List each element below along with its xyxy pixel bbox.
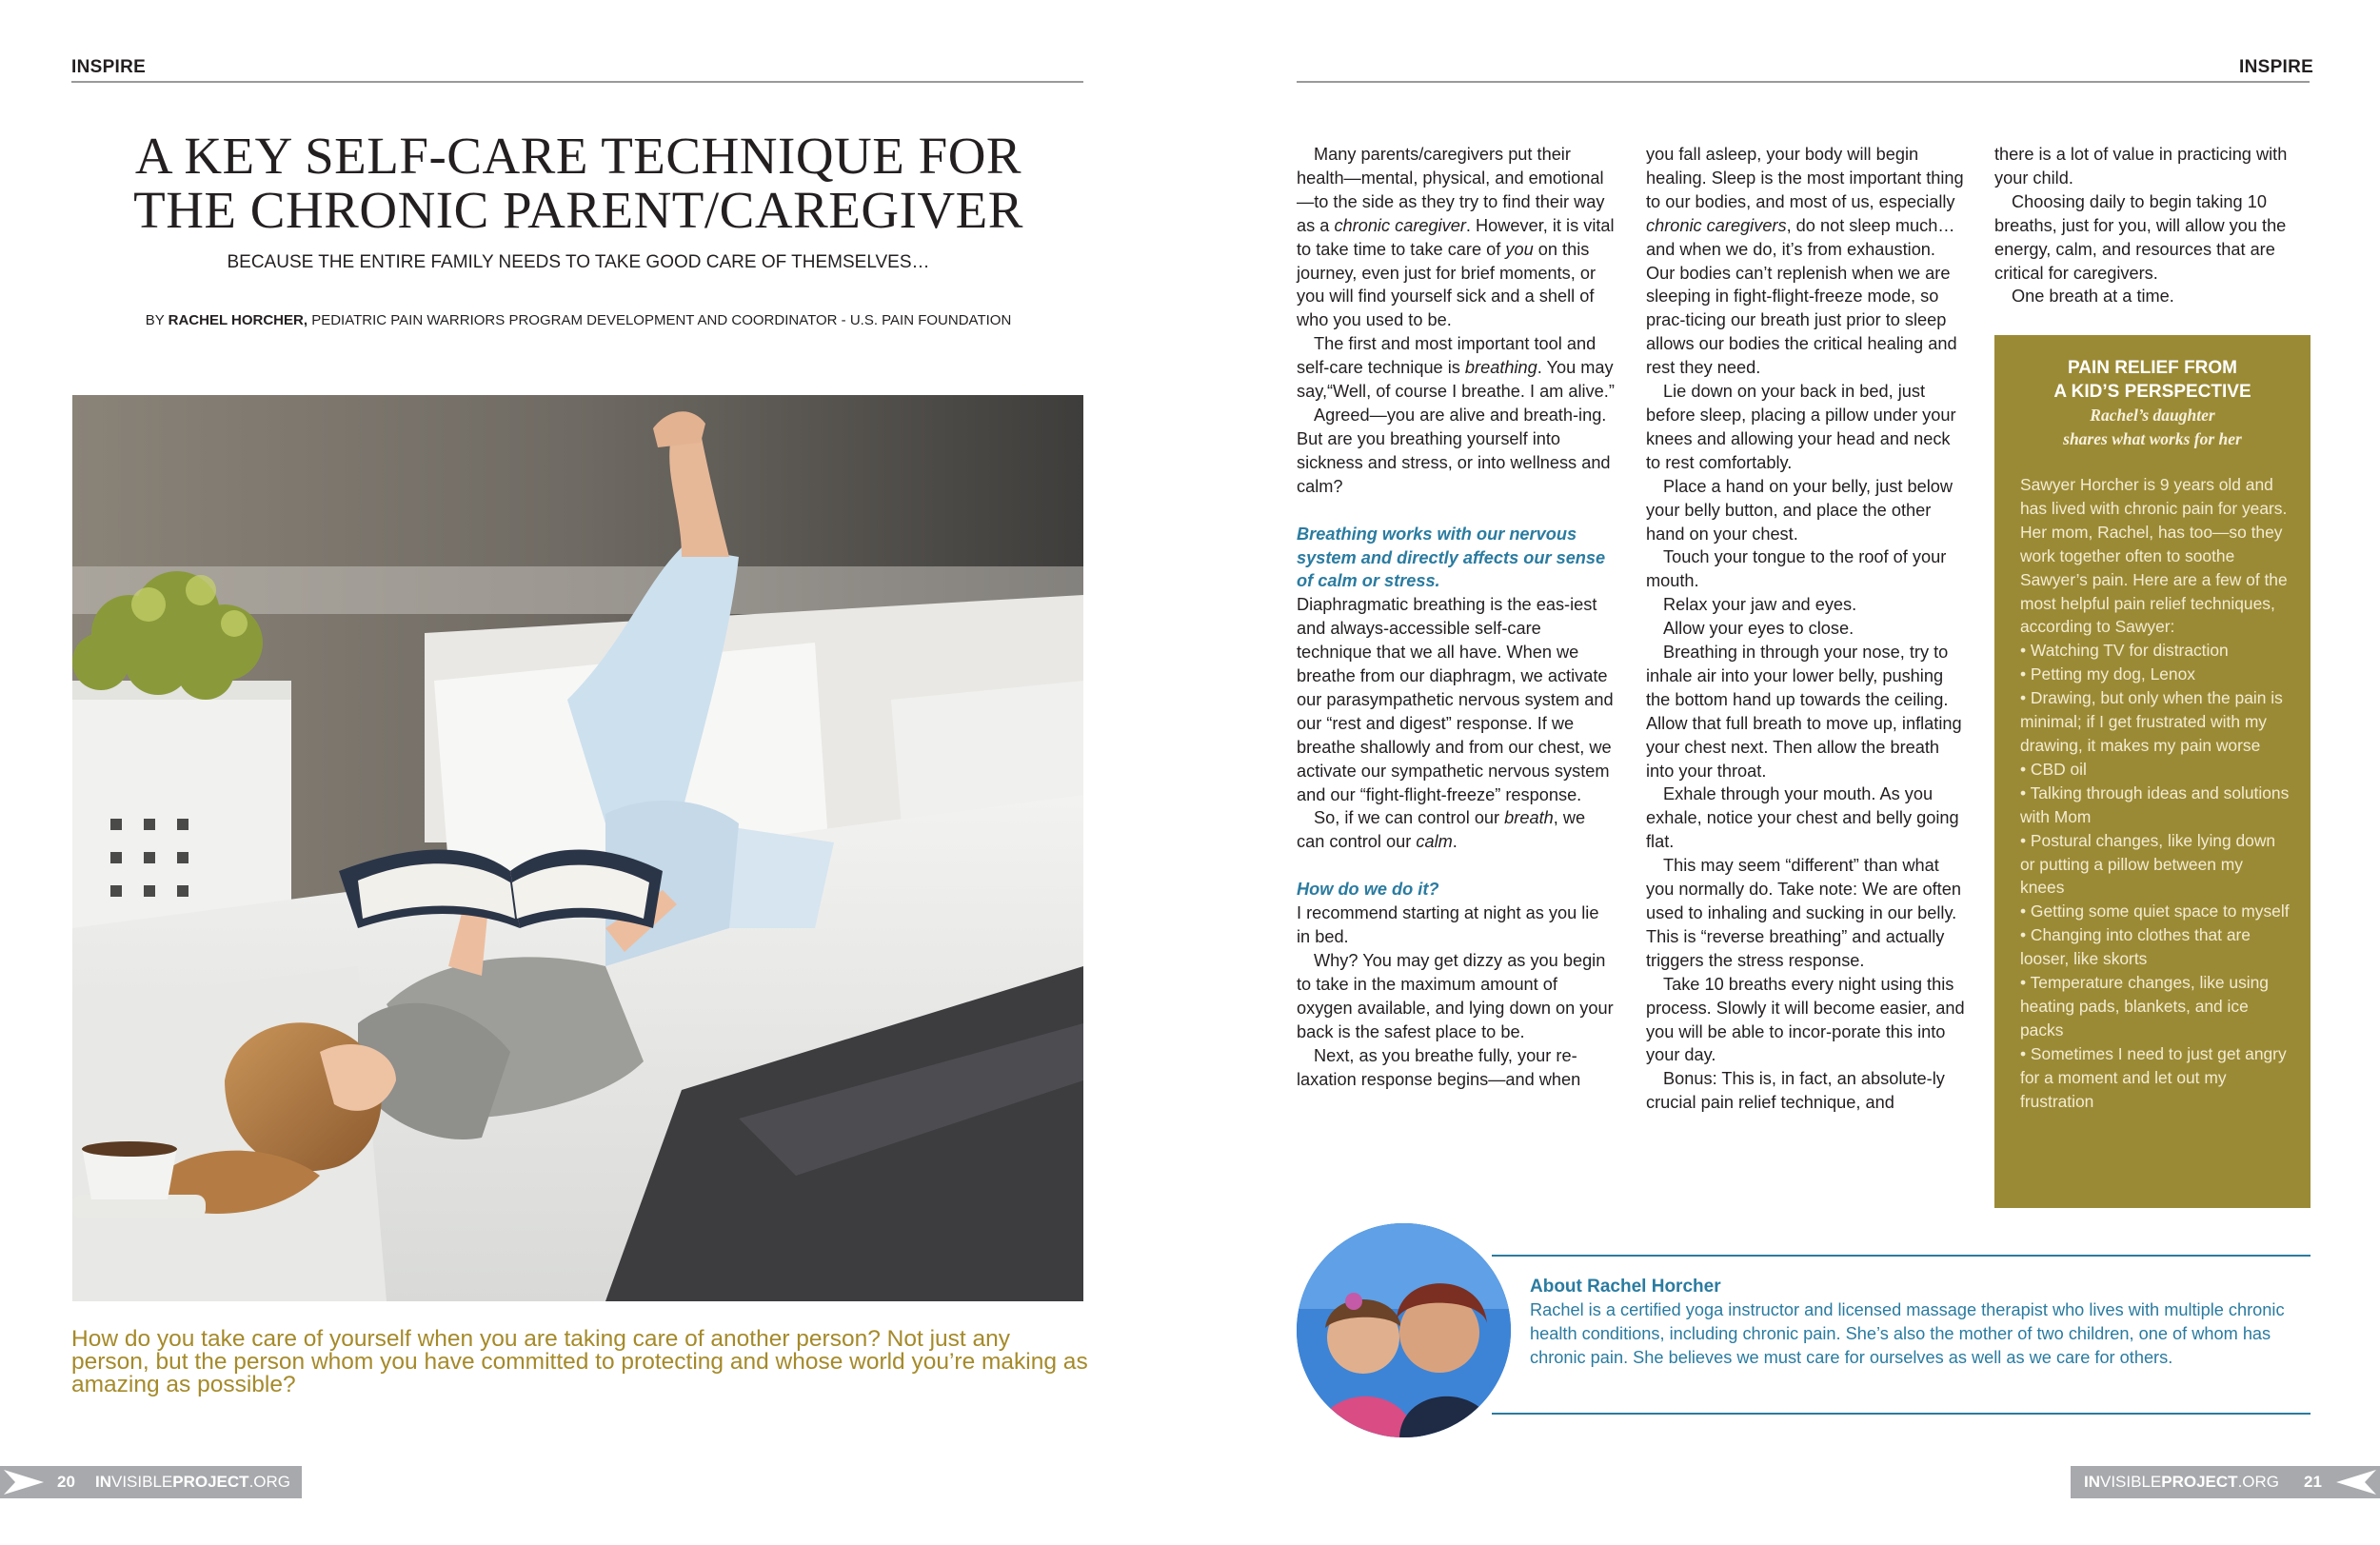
title-line-2: THE CHRONIC PARENT/CAREGIVER: [133, 181, 1023, 239]
sidebar-heading: [1994, 356, 2311, 404]
text-run-italic: calm: [1416, 832, 1453, 852]
paragraph: [1646, 143, 1965, 380]
text-run: on this journey, even just for brief moments, or you will find yourself sick and a shell of who you used to be.: [1297, 239, 1597, 330]
avatar: [1297, 1223, 1511, 1437]
paragraph: I recommend starting at night as you lie in bed.: [1297, 903, 1599, 947]
section-label-left: INSPIRE: [71, 57, 147, 77]
byline: [71, 312, 1085, 328]
site-part: .ORG: [248, 1473, 291, 1491]
text-run: . You may say,“Well, of course I breathe. I am alive.”: [1297, 358, 1615, 402]
text-run-italic: breathing: [1464, 358, 1537, 378]
site-part: PROJECT: [2161, 1473, 2238, 1491]
list-item: • Changing into clothes that are looser, like skorts: [2020, 925, 2251, 969]
subhead-breathing: Breathing works with our nervous system and directly affects our sense of calm or stress.: [1297, 524, 1606, 591]
list-item: • Watching TV for distraction: [2020, 641, 2229, 661]
list-item: • Talking through ideas and solutions with Mom: [2020, 782, 2290, 826]
paragraph: Breathing in through your nose, try to inhale air into your lower belly, pushing the bottom hand up towards the ceiling. Allow that full breath to move up, inflating your chest next. Then allow the breath into your throat.: [1646, 643, 1962, 781]
header-rule-left: [71, 81, 1083, 83]
paragraph: Place a hand on your belly, just below your belly button, and place the other hand on your chest.: [1646, 476, 1953, 544]
paragraph: Diaphragmatic breathing is the eas-iest and always-accessible self-care technique that we all have. When we breathe from our diaphragm, we activate our parasympathetic nervous system and our “rest and digest” response. If we breathe shallowly and from our chest, we activate our sympathetic nervous system and our “fight-flight-freeze” response.: [1297, 595, 1614, 804]
site-part: IN: [2084, 1473, 2100, 1491]
paragraph: Relax your jaw and eyes.: [1663, 595, 1857, 615]
list-item: • Petting my dog, Lenox: [2020, 664, 2195, 684]
text-run: Many parents/caregivers put their health—mental, physical, and emotional—to the side as they try to find their way as a: [1297, 145, 1605, 235]
list-item: • Getting some quiet space to myself: [2020, 901, 2290, 921]
site-part: VISIBLE: [2100, 1473, 2162, 1491]
list-item: • Postural changes, like lying down or putting a pillow between my knees: [2020, 830, 2276, 898]
page-number-right: 21: [2304, 1473, 2322, 1491]
paragraph: Lie down on your back in bed, just before sleep, placing a pillow under your knees and allowing your head and neck to rest comfortably.: [1646, 382, 1956, 472]
paragraph: [1297, 806, 1616, 854]
paragraph: Choosing daily to begin taking 10 breaths, just for you, will allow you the energy, calm, and resources that are critical for caregivers.: [1994, 191, 2287, 283]
paragraph: Next, as you breathe fully, your re-laxation response begins—and when: [1297, 1045, 1581, 1089]
about-top-rule: [1492, 1255, 2311, 1257]
sidebar-heading-line: A KID’S PERSPECTIVE: [2053, 382, 2251, 402]
about-body: Rachel is a certified yoga instructor and licensed massage therapist who lives with multiple chronic health conditions, including chronic pain. She’s also the mother of two children, one of whom has chronic pain. She believes we must care for ourselves as well as we care for others.: [1530, 1300, 2285, 1367]
site-name-right: [2084, 1473, 2279, 1492]
paragraph: [1297, 143, 1616, 332]
text-run: , we can control our: [1297, 808, 1586, 852]
text-run: So, if we can control our: [1314, 808, 1505, 828]
text-run-italic: chronic caregiver: [1334, 215, 1466, 235]
site-part: VISIBLE: [111, 1473, 173, 1491]
list-item: • Drawing, but only when the pain is minimal; if I get frustrated with my drawing, it makes my pain worse: [2020, 688, 2283, 755]
text-run-italic: breath: [1504, 808, 1554, 828]
title-line-1: A KEY SELF-CARE TECHNIQUE FOR: [134, 127, 1022, 185]
paragraph: there is a lot of value in practicing with your child.: [1994, 145, 2288, 188]
text-run: you fall asleep, your body will begin healing. Sleep is the most important thing to our bodies, and most of us, especially: [1646, 145, 1964, 211]
sidebar-intro: Sawyer Horcher is 9 years old and has lived with chronic pain for years. Her mom, Rachel, has too—so they work together often to soothe Sawyer’s pain. Here are a few of the most helpful pain relief techniques, according to Sawyer:: [2020, 475, 2288, 637]
site-part: .ORG: [2237, 1473, 2280, 1491]
footer-right: [2071, 1466, 2380, 1498]
article-title: [71, 129, 1085, 237]
site-part: PROJECT: [172, 1473, 249, 1491]
header-rule-right: [1297, 81, 2310, 83]
byline-role: PEDIATRIC PAIN WARRIORS PROGRAM DEVELOPMENT AND COORDINATOR - U.S. PAIN FOUNDATION: [307, 312, 1012, 328]
about-text: [1530, 1276, 2306, 1370]
list-item: • Sometimes I need to just get angry for a moment and let out my frustration: [2020, 1043, 2287, 1111]
list-item: • CBD oil: [2020, 759, 2087, 779]
byline-prefix: BY: [145, 312, 169, 328]
text-run: , do not sleep much… and when we do, it’s from exhaustion. Our bodies can’t replenish when we are sleeping in fight-flight-freeze mode, so prac-ticing our breath just prior to sleep allows our bodies the critical healing and rest they need.: [1646, 215, 1957, 378]
paragraph: One breath at a time.: [2012, 287, 2174, 307]
byline-author: RACHEL HORCHER,: [168, 312, 308, 328]
paragraph: [1297, 332, 1616, 404]
paragraph: Exhale through your mouth. As you exhale, notice your chest and belly going flat.: [1646, 784, 1959, 852]
sidebar-subheading-line: Rachel’s daughter: [2090, 406, 2215, 425]
text-run: The first and most important tool and self-care technique is: [1297, 334, 1597, 378]
body-column-1: [1297, 143, 1616, 1091]
body-column-3: [1994, 143, 2313, 308]
text-run: .: [1452, 832, 1458, 852]
subhead-how: How do we do it?: [1297, 880, 1439, 900]
text-run-italic: chronic caregivers: [1646, 215, 1787, 235]
paragraph: Allow your eyes to close.: [1663, 619, 1854, 639]
paragraph: Agreed—you are alive and breath-ing. But are you breathing yourself into sickness and stress, or into wellness and calm?: [1297, 405, 1611, 496]
text-run: . However, it is vital to take time to take care of: [1297, 215, 1615, 259]
text-run-italic: you: [1505, 239, 1534, 259]
footer-left: [0, 1466, 302, 1498]
list-item: • Temperature changes, like using heating pads, blankets, and ice packs: [2020, 973, 2269, 1040]
site-name-left: [95, 1473, 290, 1492]
body-column-2: [1646, 143, 1965, 1115]
sidebar-kid-perspective: [1994, 335, 2311, 1208]
paragraph: Why? You may get dizzy as you begin to take in the maximum amount of oxygen available, and lying down on your back is the safest place to be.: [1297, 951, 1614, 1041]
sidebar-subheading: [1994, 404, 2311, 451]
paragraph: This may seem “different” than what you normally do. Take note: We are often used to inhaling and sucking in our belly. This is “reverse breathing” and actually triggers the stress response.: [1646, 856, 1961, 970]
chevron-left-icon: [2334, 1466, 2380, 1498]
page-number-left: 20: [57, 1473, 75, 1491]
site-part: IN: [95, 1473, 111, 1491]
sidebar-body: [1994, 473, 2311, 1113]
author-photo-icon: [1297, 1223, 1511, 1437]
sidebar-subheading-line: shares what works for her: [2063, 429, 2242, 448]
about-bottom-rule: [1492, 1413, 2311, 1415]
chevron-right-icon: [0, 1466, 46, 1498]
paragraph: Take 10 breaths every night using this process. Slowly it will become easier, and you will be able to incor-porate this into your day.: [1646, 974, 1965, 1065]
article-subtitle: BECAUSE THE ENTIRE FAMILY NEEDS TO TAKE GOOD CARE OF THEMSELVES…: [227, 252, 930, 272]
paragraph: Bonus: This is, in fact, an absolute-ly crucial pain relief technique, and: [1646, 1069, 1945, 1113]
about-name: About Rachel Horcher: [1530, 1277, 1721, 1297]
about-author: [1297, 1223, 2311, 1414]
sidebar-heading-line: PAIN RELIEF FROM: [2067, 358, 2238, 378]
pull-quote: How do you take care of yourself when you are taking care of another person? Not just any person, but the person whom you have committed to protecting and whose world you’re making as amazing as possible?: [71, 1326, 1088, 1397]
section-label-right: INSPIRE: [2239, 57, 2314, 77]
paragraph: Touch your tongue to the roof of your mouth.: [1646, 547, 1947, 591]
woman-reading-illustration: [72, 395, 1083, 1301]
hero-photo: [72, 395, 1083, 1301]
